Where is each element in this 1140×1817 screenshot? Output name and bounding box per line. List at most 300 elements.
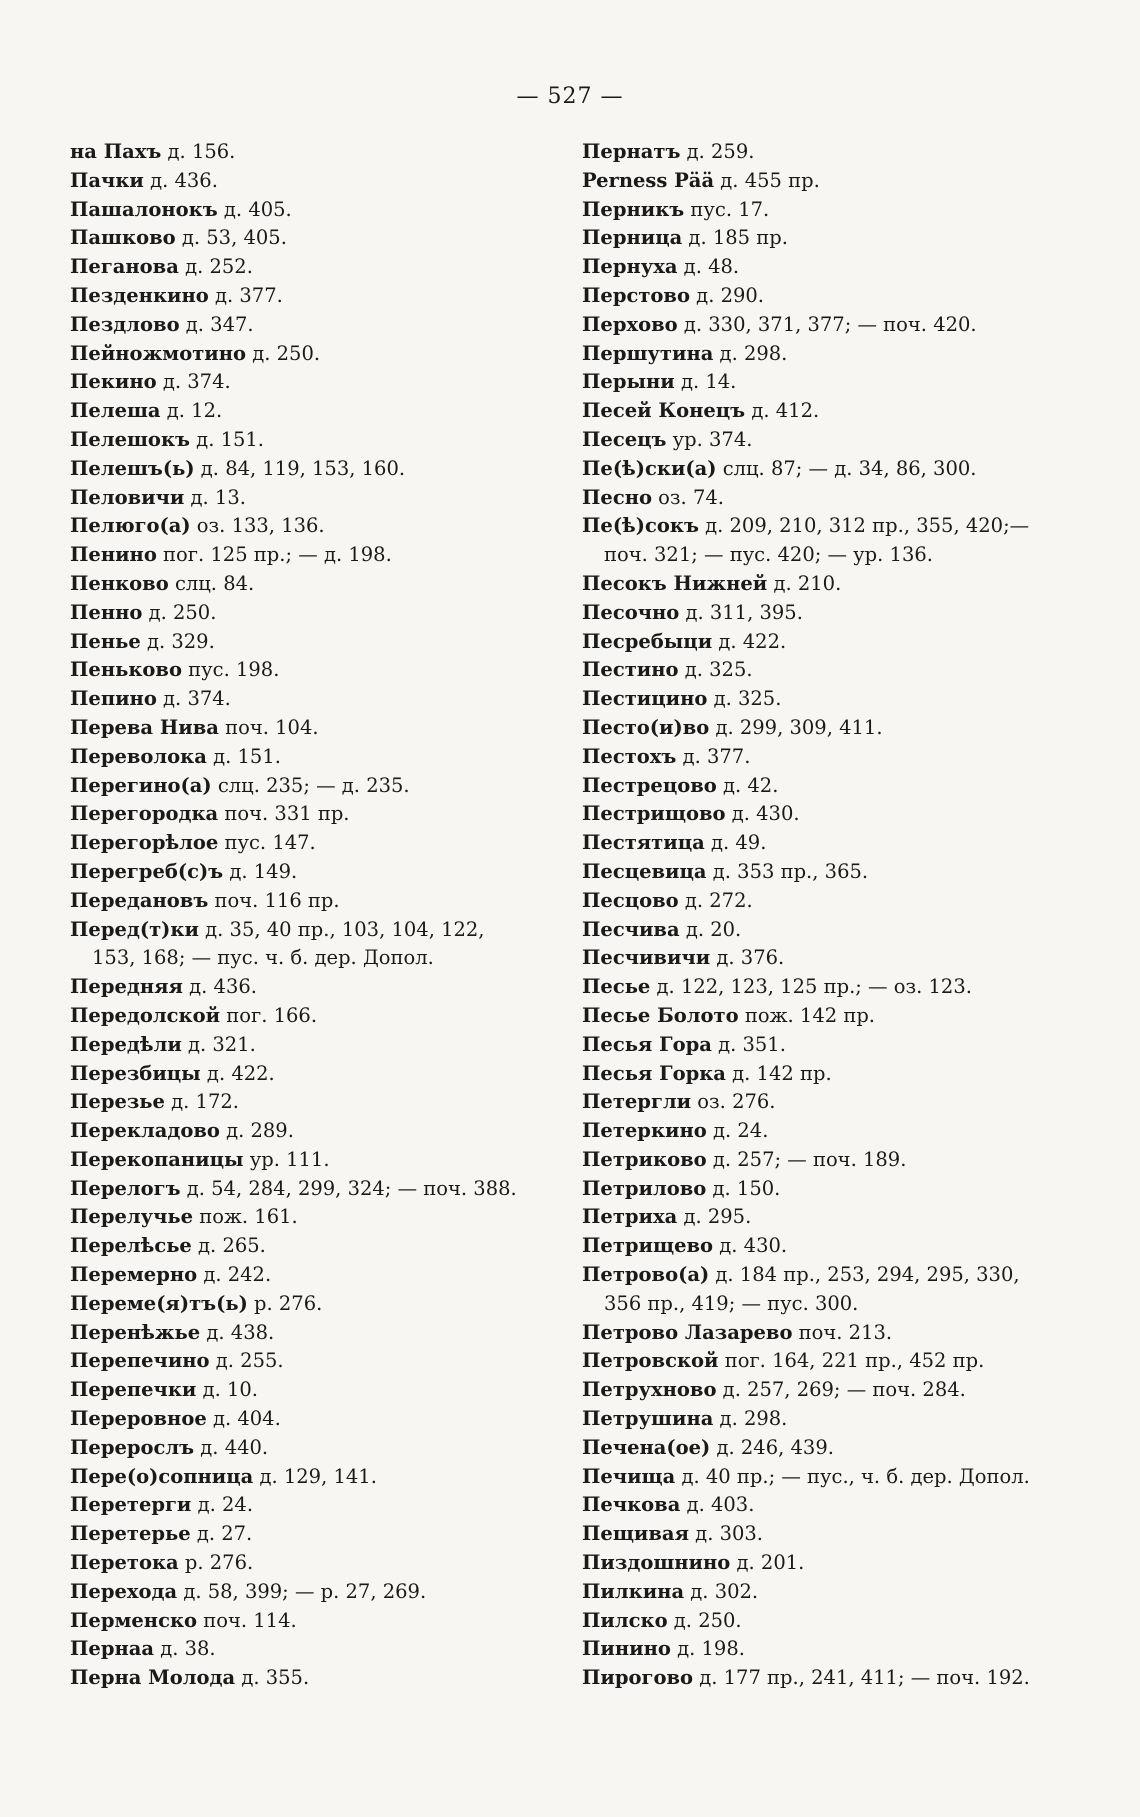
entry-reference: д. 303. bbox=[688, 1522, 764, 1546]
index-entry bbox=[70, 1319, 540, 1348]
entry-reference: д. 321. bbox=[181, 1032, 256, 1056]
index-entry bbox=[582, 772, 1092, 801]
index-entry bbox=[582, 829, 1092, 858]
entry-reference: пож. 142 пр. bbox=[738, 1003, 876, 1027]
entry-reference: д. 298. bbox=[713, 1407, 788, 1431]
entry-headword: Перегородка bbox=[70, 802, 219, 826]
index-entry bbox=[70, 253, 540, 282]
entry-headword: Пелюго(а) bbox=[70, 514, 191, 538]
entry-reference: слц. 84. bbox=[168, 571, 255, 595]
index-entry bbox=[582, 512, 1092, 541]
index-entry bbox=[70, 282, 540, 311]
index-entry bbox=[582, 1002, 1092, 1031]
entry-reference: д. 14. bbox=[674, 370, 737, 394]
index-entry bbox=[70, 1635, 540, 1664]
entry-headword: Петрухново bbox=[582, 1378, 717, 1402]
entry-reference: д. 40 пр.; — пус., ч. б. дер. Допол. bbox=[675, 1464, 1030, 1488]
entry-reference: д. 289. bbox=[219, 1119, 294, 1143]
entry-headword: Пе(ѣ)ски(а) bbox=[582, 456, 717, 480]
index-entry bbox=[70, 743, 540, 772]
entry-headword: Пепино bbox=[70, 687, 157, 711]
entry-headword: Пейножмотино bbox=[70, 341, 247, 365]
index-entry bbox=[70, 368, 540, 397]
entry-headword: Песчивичи bbox=[582, 946, 711, 970]
entry-headword: Пернуха bbox=[582, 255, 678, 279]
entry-headword: Перева Нива bbox=[70, 715, 219, 739]
index-entry bbox=[582, 1060, 1092, 1089]
index-entry bbox=[582, 224, 1092, 253]
entry-reference: д. 374. bbox=[156, 370, 231, 394]
entry-headword: Песья Гора bbox=[582, 1032, 712, 1056]
entry-reference: пог. 164, 221 пр., 452 пр. bbox=[718, 1349, 985, 1373]
entry-headword: Переровное bbox=[70, 1407, 207, 1431]
entry-reference: д. 156. bbox=[161, 140, 236, 163]
entry-headword: на Пахъ bbox=[70, 140, 162, 163]
index-entry bbox=[582, 1117, 1092, 1146]
entry-reference: пож. 161. bbox=[193, 1205, 298, 1229]
entry-reference: д. 151. bbox=[189, 427, 265, 451]
entry-headword: Пирогово bbox=[582, 1666, 694, 1690]
entry-headword: Печища bbox=[582, 1464, 676, 1488]
entry-reference: д. 259. bbox=[680, 140, 755, 163]
entry-reference: р. 276. bbox=[247, 1291, 323, 1315]
entry-headword: Петеркино bbox=[582, 1119, 707, 1143]
entry-reference: д. 149. bbox=[223, 859, 298, 883]
entry-reference: д. 150. bbox=[706, 1176, 781, 1200]
index-entry bbox=[70, 1347, 540, 1376]
index-entry bbox=[582, 944, 1092, 973]
index-entry bbox=[582, 1607, 1092, 1636]
index-entry bbox=[70, 311, 540, 340]
entry-headword: Перекладово bbox=[70, 1119, 220, 1143]
entry-reference: д. 10. bbox=[196, 1378, 258, 1402]
entry-reference: д. 13. bbox=[184, 485, 246, 509]
entry-reference: д. 250. bbox=[142, 600, 217, 624]
index-entry bbox=[70, 484, 540, 513]
index-entry bbox=[70, 541, 540, 570]
entry-headword: Перхово bbox=[582, 312, 678, 336]
entry-headword: Песей Конецъ bbox=[582, 399, 746, 423]
index-entry bbox=[582, 570, 1092, 599]
entry-headword: Петровской bbox=[582, 1349, 719, 1373]
index-entry bbox=[70, 1463, 540, 1492]
index-entry bbox=[70, 1549, 540, 1578]
entry-headword: Петрилово bbox=[582, 1176, 707, 1200]
index-entry bbox=[70, 916, 540, 945]
entry-reference: д. 295. bbox=[677, 1205, 752, 1229]
entry-headword: Перетерги bbox=[70, 1493, 192, 1517]
entry-headword: Perness Рää bbox=[582, 168, 715, 192]
index-entry bbox=[582, 1463, 1092, 1492]
entry-headword: Перелогъ bbox=[70, 1176, 181, 1200]
entry-headword: Песье Болото bbox=[582, 1003, 739, 1027]
index-entry bbox=[582, 887, 1092, 916]
entry-headword: Перыни bbox=[582, 370, 675, 394]
entry-headword: Пере(о)сопница bbox=[70, 1464, 254, 1488]
entry-reference: поч. 213. bbox=[792, 1320, 893, 1344]
entry-reference: д. 122, 123, 125 пр.; — оз. 123. bbox=[650, 975, 972, 999]
index-entry bbox=[70, 973, 540, 1002]
index-entry bbox=[70, 1175, 540, 1204]
entry-reference: ур. 374. bbox=[666, 427, 753, 451]
index-entry bbox=[582, 1434, 1092, 1463]
index-entry bbox=[70, 685, 540, 714]
entry-reference: д. 58, 399; — р. 27, 269. bbox=[177, 1579, 427, 1603]
index-entry bbox=[70, 1520, 540, 1549]
index-entry bbox=[70, 1117, 540, 1146]
entry-reference: д. 49. bbox=[704, 831, 767, 855]
entry-reference: д. 142 пр. bbox=[725, 1061, 832, 1085]
entry-headword: Пеганова bbox=[70, 255, 179, 279]
entry-reference: д. 257; — поч. 189. bbox=[706, 1147, 907, 1171]
entry-reference: оз. 276. bbox=[691, 1090, 776, 1114]
entry-reference: д. 302. bbox=[684, 1579, 759, 1603]
entry-reference: д. 48. bbox=[677, 255, 740, 279]
index-entry bbox=[582, 1319, 1092, 1348]
entry-reference: поч. 116 пр. bbox=[208, 888, 340, 912]
index-entry bbox=[70, 656, 540, 685]
entry-headword: Перелѣсье bbox=[70, 1234, 192, 1258]
entry-reference: р. 276. bbox=[178, 1551, 254, 1575]
index-entry bbox=[582, 340, 1092, 369]
entry-reference: д. 290. bbox=[689, 283, 765, 307]
entry-reference: д. 455 пр. bbox=[714, 168, 820, 192]
entry-reference: д. 405. bbox=[217, 197, 292, 221]
index-entry bbox=[582, 167, 1092, 196]
index-entry bbox=[582, 1203, 1092, 1232]
index-entry bbox=[70, 1578, 540, 1607]
entry-reference: д. 24. bbox=[706, 1119, 769, 1143]
entry-reference: д. 53, 405. bbox=[175, 226, 287, 250]
entry-headword: Печкова bbox=[582, 1493, 681, 1517]
entry-reference: д. 353 пр., 365. bbox=[706, 859, 869, 883]
index-entry bbox=[70, 800, 540, 829]
entry-reference: д. 430. bbox=[725, 802, 800, 826]
entry-headword: Пилско bbox=[582, 1608, 668, 1632]
entry-continuation: 356 пр., 419; — пус. 300. bbox=[604, 1291, 859, 1315]
entry-headword: Передняя bbox=[70, 975, 183, 999]
entry-headword: Песчива bbox=[582, 917, 680, 941]
index-entry bbox=[70, 1607, 540, 1636]
entry-headword: Петергли bbox=[582, 1090, 692, 1114]
entry-reference: д. 403. bbox=[680, 1493, 755, 1517]
entry-reference: д. 377. bbox=[676, 744, 751, 768]
entry-reference: д. 440. bbox=[194, 1435, 269, 1459]
entry-reference: д. 24. bbox=[191, 1493, 254, 1517]
page-number: — 527 — bbox=[516, 84, 624, 109]
entry-reference: д. 42. bbox=[716, 773, 779, 797]
entry-reference: д. 374. bbox=[156, 687, 231, 711]
index-entry bbox=[70, 1261, 540, 1290]
entry-headword: Песцевица bbox=[582, 859, 707, 883]
entry-reference: д. 252. bbox=[178, 255, 253, 279]
entry-headword: Пездлово bbox=[70, 312, 180, 336]
entry-reference: д. 377. bbox=[208, 283, 283, 307]
entry-reference: д. 242. bbox=[197, 1263, 272, 1287]
entry-headword: Пестрищово bbox=[582, 802, 726, 826]
entry-headword: Пенье bbox=[70, 629, 141, 653]
index-entry bbox=[70, 1088, 540, 1117]
entry-reference: д. 355. bbox=[235, 1666, 310, 1690]
entry-headword: Песочно bbox=[582, 600, 680, 624]
index-entry bbox=[70, 167, 540, 196]
entry-continuation: 153, 168; — пус. ч. б. дер. Допол. bbox=[92, 946, 434, 970]
index-entry bbox=[70, 455, 540, 484]
entry-reference: д. 209, 210, 312 пр., 355, 420;— bbox=[698, 514, 1030, 538]
entry-reference: пус. 198. bbox=[181, 658, 280, 682]
entry-headword: Песецъ bbox=[582, 427, 667, 451]
index-entry bbox=[582, 368, 1092, 397]
entry-reference: поч. 104. bbox=[218, 715, 319, 739]
index-entry bbox=[582, 253, 1092, 282]
entry-headword: Пеловичи bbox=[70, 485, 185, 509]
index-entry bbox=[70, 1002, 540, 1031]
index-entry bbox=[70, 829, 540, 858]
index-entry bbox=[582, 1031, 1092, 1060]
entry-reference: оз. 133, 136. bbox=[190, 514, 325, 538]
entry-headword: Печена(ое) bbox=[582, 1435, 711, 1459]
index-entry bbox=[582, 916, 1092, 945]
index-entry bbox=[582, 858, 1092, 887]
index-entry bbox=[70, 512, 540, 541]
entry-reference: д. 311, 395. bbox=[679, 600, 803, 624]
index-entry bbox=[582, 714, 1092, 743]
entry-reference: д. 255. bbox=[209, 1349, 284, 1373]
index-entry bbox=[582, 1664, 1092, 1693]
entry-headword: Пеньково bbox=[70, 658, 182, 682]
index-entry bbox=[582, 282, 1092, 311]
index-entry bbox=[582, 196, 1092, 225]
entry-reference: д. 404. bbox=[206, 1407, 281, 1431]
entry-headword: Пашково bbox=[70, 226, 176, 250]
index-entry bbox=[70, 426, 540, 455]
entry-headword: Петриха bbox=[582, 1205, 678, 1229]
entry-headword: Песокъ Нижней bbox=[582, 571, 768, 595]
entry-headword: Пинино bbox=[582, 1637, 671, 1661]
entry-reference: д. 38. bbox=[154, 1637, 216, 1661]
index-entry bbox=[70, 1664, 540, 1693]
entry-headword: Песто(и)во bbox=[582, 715, 710, 739]
entry-headword: Перна Молода bbox=[70, 1666, 236, 1690]
entry-headword: Песья Горка bbox=[582, 1061, 726, 1085]
entry-headword: Перерослъ bbox=[70, 1435, 195, 1459]
entry-headword: Перенѣжье bbox=[70, 1320, 201, 1344]
entry-headword: Перникъ bbox=[582, 197, 685, 221]
entry-reference: д. 330, 371, 377; — поч. 420. bbox=[677, 312, 977, 336]
entry-headword: Пилкина bbox=[582, 1579, 685, 1603]
entry-headword: Петрищево bbox=[582, 1234, 714, 1258]
index-entry bbox=[582, 1520, 1092, 1549]
index-entry bbox=[582, 1232, 1092, 1261]
entry-reference: д. 272. bbox=[678, 888, 753, 912]
index-entry bbox=[582, 138, 1092, 167]
index-entry bbox=[70, 714, 540, 743]
index-entry bbox=[582, 1635, 1092, 1664]
index-entry bbox=[582, 1578, 1092, 1607]
index-entry bbox=[70, 340, 540, 369]
entry-reference: д. 35, 40 пр., 103, 104, 122, bbox=[198, 917, 485, 941]
entry-headword: Перед(т)ки bbox=[70, 917, 199, 941]
entry-reference: слц. 235; — д. 235. bbox=[211, 773, 410, 797]
index-entry bbox=[582, 311, 1092, 340]
entry-reference: д. 325. bbox=[707, 687, 782, 711]
entry-headword: Пашалонокъ bbox=[70, 197, 218, 221]
entry-reference: д. 54, 284, 299, 324; — поч. 388. bbox=[180, 1176, 517, 1200]
entry-reference: д. 298. bbox=[713, 341, 788, 365]
entry-headword: Пестино bbox=[582, 658, 679, 682]
entry-headword: Перекопаницы bbox=[70, 1147, 244, 1171]
entry-headword: Пелешъ(ь) bbox=[70, 456, 195, 480]
entry-headword: Петрово(а) bbox=[582, 1263, 710, 1287]
entry-headword: Песье bbox=[582, 975, 651, 999]
index-entry bbox=[70, 1146, 540, 1175]
entry-headword: Пестрецово bbox=[582, 773, 717, 797]
entry-headword: Пенково bbox=[70, 571, 169, 595]
entry-headword: Перепечино bbox=[70, 1349, 210, 1373]
entry-reference: оз. 74. bbox=[651, 485, 724, 509]
index-entry bbox=[70, 599, 540, 628]
index-entry bbox=[582, 800, 1092, 829]
index-entry bbox=[70, 772, 540, 801]
index-entry bbox=[70, 196, 540, 225]
index-entry bbox=[70, 887, 540, 916]
entry-reference: д. 412. bbox=[745, 399, 820, 423]
index-entry bbox=[70, 1203, 540, 1232]
entry-headword: Пенно bbox=[70, 600, 143, 624]
entry-headword: Переме(я)тъ(ь) bbox=[70, 1291, 248, 1315]
index-entry bbox=[582, 1088, 1092, 1117]
entry-reference: пог. 125 пр.; — д. 198. bbox=[156, 543, 392, 567]
index-entry bbox=[582, 1347, 1092, 1376]
entry-headword: Пестохъ bbox=[582, 744, 677, 768]
right-column bbox=[582, 138, 1092, 1693]
entry-headword: Петрушина bbox=[582, 1407, 714, 1431]
entry-reference: д. 129, 141. bbox=[253, 1464, 377, 1488]
index-entry bbox=[582, 426, 1092, 455]
index-entry bbox=[70, 1031, 540, 1060]
entry-reference: поч. 114. bbox=[197, 1608, 297, 1632]
index-entry bbox=[582, 599, 1092, 628]
entry-headword: Перстово bbox=[582, 283, 690, 307]
entry-reference: д. 422. bbox=[712, 629, 787, 653]
entry-reference: д. 250. bbox=[246, 341, 321, 365]
entry-reference: д. 422. bbox=[200, 1061, 275, 1085]
entry-reference: пог. 166. bbox=[220, 1003, 318, 1027]
entry-headword: Пезденкино bbox=[70, 283, 209, 307]
entry-headword: Пестятица bbox=[582, 831, 705, 855]
index-entry bbox=[582, 628, 1092, 657]
entry-reference: д. 201. bbox=[730, 1551, 805, 1575]
entry-reference: д. 436. bbox=[143, 168, 218, 192]
entry-reference: д. 20. bbox=[679, 917, 742, 941]
entry-reference: д. 436. bbox=[182, 975, 257, 999]
entry-headword: Песно bbox=[582, 485, 652, 509]
entry-headword: Першутина bbox=[582, 341, 714, 365]
index-entry bbox=[582, 743, 1092, 772]
index-entry bbox=[70, 628, 540, 657]
index-entry bbox=[70, 1060, 540, 1089]
index-entry bbox=[582, 973, 1092, 1002]
index-entry bbox=[70, 570, 540, 599]
index-entry bbox=[582, 1549, 1092, 1578]
entry-headword: Передѣли bbox=[70, 1032, 182, 1056]
index-entry bbox=[70, 397, 540, 426]
entry-reference: д. 347. bbox=[179, 312, 254, 336]
index-entry bbox=[70, 1376, 540, 1405]
entry-headword: Пиздошнино bbox=[582, 1551, 731, 1575]
entry-headword: Перелучье bbox=[70, 1205, 194, 1229]
entry-headword: Перехода bbox=[70, 1579, 178, 1603]
index-entry bbox=[582, 1491, 1092, 1520]
entry-reference: д. 172. bbox=[164, 1090, 239, 1114]
index-entry bbox=[582, 397, 1092, 426]
entry-reference: д. 12. bbox=[160, 399, 223, 423]
entry-headword: Пачки bbox=[70, 168, 144, 192]
entry-reference: д. 184 пр., 253, 294, 295, 330, bbox=[709, 1263, 1020, 1287]
entry-headword: Перегорѣлое bbox=[70, 831, 219, 855]
entry-reference: д. 250. bbox=[667, 1608, 742, 1632]
index-entry bbox=[70, 1290, 540, 1319]
index-entry bbox=[70, 138, 540, 167]
entry-reference: поч. 331 пр. bbox=[218, 802, 350, 826]
entry-reference: д. 177 пр., 241, 411; — поч. 192. bbox=[693, 1666, 1030, 1690]
entry-headword: Пе(ѣ)сокъ bbox=[582, 514, 699, 538]
entry-headword: Песцово bbox=[582, 888, 679, 912]
index-entry bbox=[582, 1261, 1092, 1290]
entry-headword: Перемерно bbox=[70, 1263, 198, 1287]
index-entry bbox=[70, 858, 540, 887]
entry-headword: Перезбицы bbox=[70, 1061, 201, 1085]
entry-headword: Пернатъ bbox=[582, 140, 681, 163]
entry-reference: д. 27. bbox=[190, 1522, 253, 1546]
entry-headword: Песребыци bbox=[582, 629, 713, 653]
entry-headword: Пелешокъ bbox=[70, 427, 190, 451]
entry-headword: Пекино bbox=[70, 370, 157, 394]
entry-reference: д. 185 пр. bbox=[682, 226, 788, 250]
index-entry bbox=[582, 1146, 1092, 1175]
entry-reference: пус. 17. bbox=[684, 197, 770, 221]
entry-headword: Перегреб(с)ъ bbox=[70, 859, 224, 883]
index-entry bbox=[70, 1491, 540, 1520]
entry-reference: д. 430. bbox=[713, 1234, 788, 1258]
entry-reference: д. 325. bbox=[678, 658, 753, 682]
entry-headword: Перница bbox=[582, 226, 683, 250]
entry-headword: Перезье bbox=[70, 1090, 165, 1114]
entry-reference: д. 210. bbox=[767, 571, 842, 595]
entry-reference: д. 265. bbox=[191, 1234, 266, 1258]
entry-headword: Передановъ bbox=[70, 888, 209, 912]
entry-headword: Передолской bbox=[70, 1003, 221, 1027]
entry-reference: д. 376. bbox=[710, 946, 785, 970]
index-entry bbox=[582, 685, 1092, 714]
entry-headword: Перегино(а) bbox=[70, 773, 212, 797]
index-entry bbox=[582, 1376, 1092, 1405]
entry-reference: д. 198. bbox=[670, 1637, 745, 1661]
index-entry bbox=[582, 1175, 1092, 1204]
entry-headword: Пещивая bbox=[582, 1522, 689, 1546]
entry-reference: д. 351. bbox=[711, 1032, 786, 1056]
entry-headword: Петрово Лазарево bbox=[582, 1320, 793, 1344]
index-entry bbox=[70, 1434, 540, 1463]
entry-reference: д. 329. bbox=[140, 629, 215, 653]
index-entry bbox=[70, 1405, 540, 1434]
entry-headword: Перетерье bbox=[70, 1522, 191, 1546]
index-entry bbox=[582, 484, 1092, 513]
entry-reference: д. 299, 309, 411. bbox=[709, 715, 883, 739]
entry-headword: Перетока bbox=[70, 1551, 179, 1575]
entry-headword: Пелеша bbox=[70, 399, 161, 423]
index-entry bbox=[582, 656, 1092, 685]
